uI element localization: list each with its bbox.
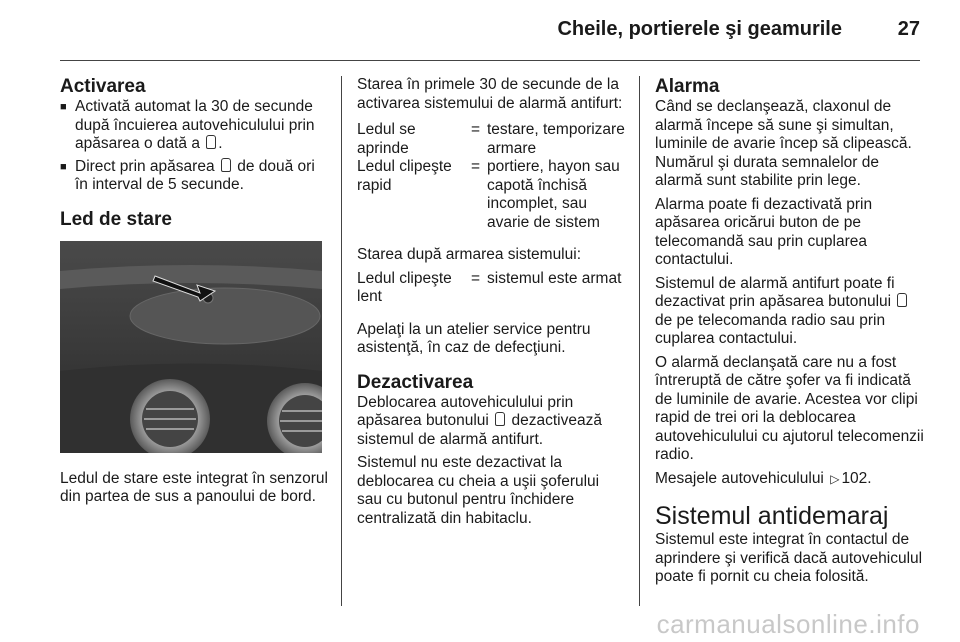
- led-heading: Led de stare: [60, 208, 172, 230]
- column-divider: [341, 76, 342, 606]
- status-table: [357, 121, 627, 232]
- page-reference-icon: ▷: [830, 471, 840, 486]
- watermark: carmanualsonline.info: [656, 609, 920, 639]
- column-left: [60, 76, 328, 507]
- deactivation-text: Deblocarea autovehiculului prin apăsarea butonului dezactivează sistemul de alarmă antifurt.: [357, 393, 602, 448]
- page-reference-link[interactable]: 102.: [841, 469, 872, 487]
- deactivation-note: Sistemul nu este dezactivat la deblocarea cu cheia a uşii şoferului sau cu butonul pentru închidere centralizată din habitaclu.: [357, 454, 600, 527]
- lock-button-icon: [206, 135, 216, 149]
- header-rule: [60, 60, 920, 61]
- column-divider: [639, 76, 640, 606]
- status-row: Ledul se aprinde = testare, temporizare armare: [357, 121, 625, 157]
- led-description: Ledul de stare este integrat în senzorul din partea de sus a panoului de bord.: [60, 469, 328, 505]
- dezactivarea-heading: Dezactivarea: [357, 371, 474, 393]
- list-item: ■ Activată automat la 30 de secunde după încuierea autovehiculului prin apăsarea o dată a .: [60, 98, 328, 154]
- paragraph: Când se declanşează, claxonul de alarmă începe să sune şi simultan, luminile de avarie încep să clipească. Numărul şi durata semnalelor de alarmă sunt stabilite prin lege.: [655, 98, 912, 189]
- imobilizator-heading: Sistemul antidemaraj: [655, 502, 889, 530]
- activation-list: [60, 98, 328, 195]
- alarma-heading: Alarma: [655, 76, 720, 97]
- paragraph: Alarma poate fi dezactivată prin apăsarea oricărui buton de pe telecomandă sau prin cuplarea contactului.: [655, 195, 873, 268]
- paragraph: Sistemul de alarmă antifurt poate fi dezactivat prin apăsarea butonului de pe telecomanda radio sau prin cuplarea contactului.: [655, 275, 927, 349]
- status-intro: Starea în primele 30 de secunde de la activarea sistemului de alarmă antifurt:: [357, 76, 623, 112]
- header-title: Cheile, portierele şi geamurile: [557, 18, 842, 40]
- status-row: Ledul clipeşte lent = sistemul este armat: [357, 269, 622, 305]
- dashboard-led-photo: [60, 241, 322, 453]
- column-middle: [357, 76, 627, 528]
- activarea-heading: Activarea: [60, 76, 146, 97]
- unlock-button-icon: [495, 412, 505, 426]
- armed-intro: Starea după armarea sistemului:: [357, 246, 582, 263]
- unlock-button-icon: [897, 293, 907, 307]
- paragraph: O alarmă declanşată care nu a fost întreruptă de către şofer va fi indicată de luminile de avarie. Acestea vor clipi rapid de trei ori la deblocarea autovehiculului cu ajutorul telecomenzii radio.: [655, 353, 924, 463]
- column-right: [655, 76, 927, 587]
- armed-table: [357, 270, 627, 307]
- list-item: ■ Direct prin apăsarea de două ori în interval de 5 secunde.: [60, 158, 328, 195]
- lock-button-icon: [221, 158, 231, 172]
- page-number: 27: [897, 18, 920, 40]
- status-row: Ledul clipeşte rapid = portiere, hayon sau capotă închisă incomplet, sau avarie de sistem: [357, 158, 620, 231]
- paragraph: Sistemul este integrat în contactul de aprindere şi verifică dacă autovehiculul poate fi pornit cu cheia folosită.: [655, 531, 923, 585]
- paragraph: Mesajele autovehiculului ▷ 102.: [655, 469, 872, 487]
- service-note: Apelaţi la un atelier service pentru asistenţă, în caz de defecţiuni.: [357, 320, 591, 356]
